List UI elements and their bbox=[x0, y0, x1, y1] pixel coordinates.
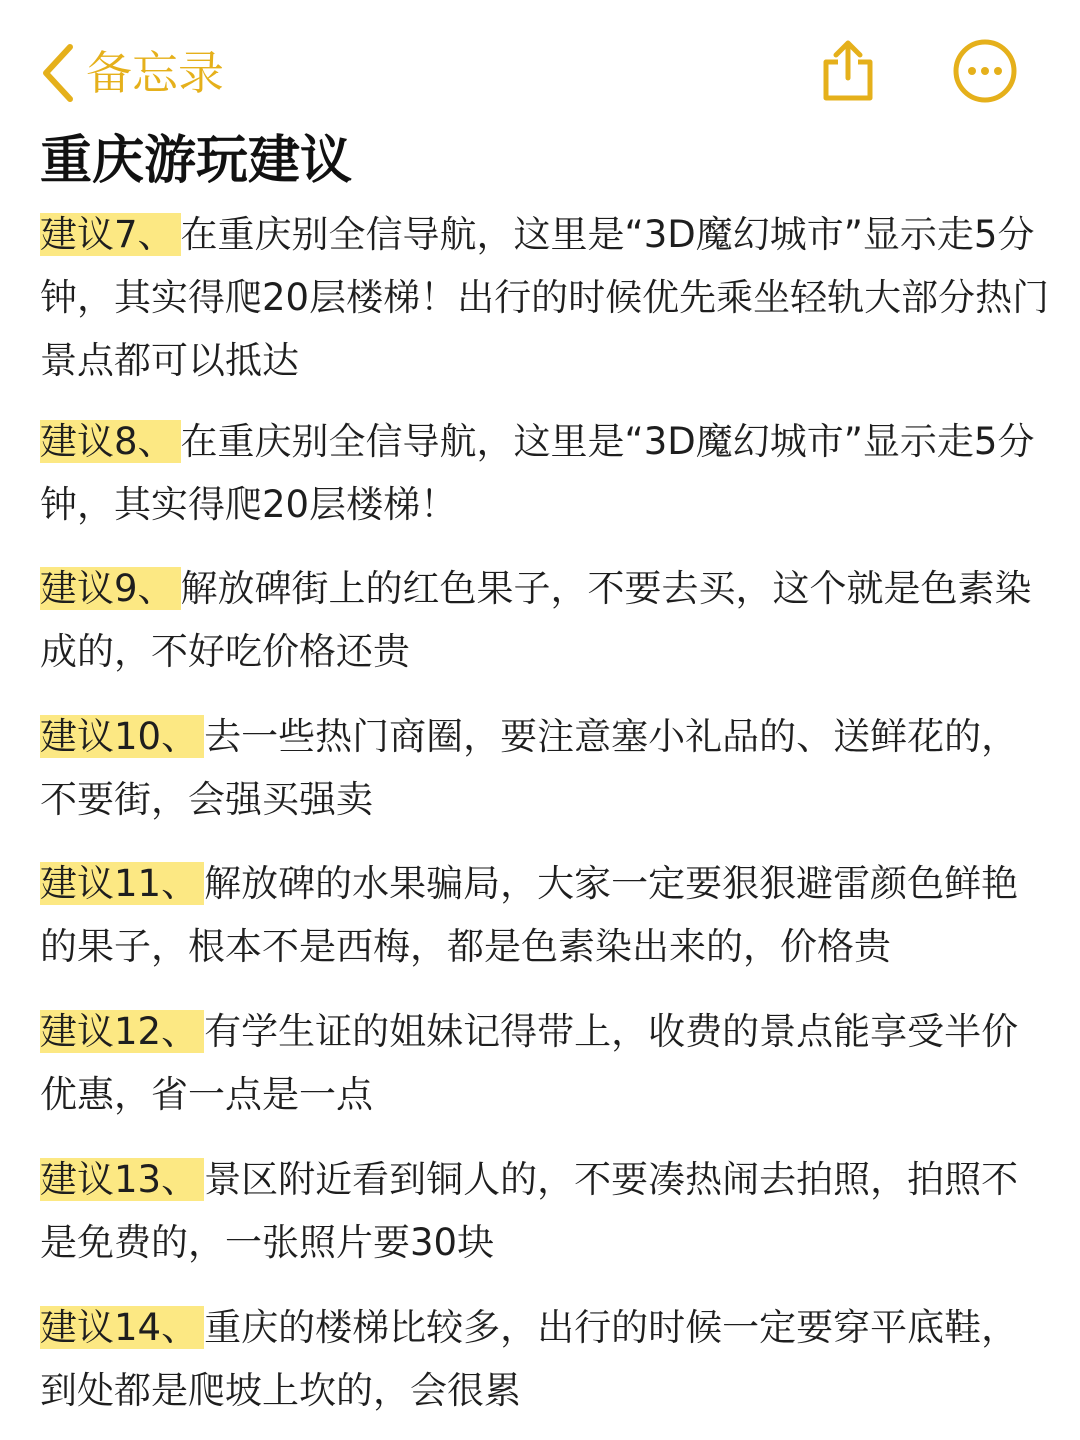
tip-label: 建议9、 bbox=[40, 567, 181, 610]
tip-item bbox=[40, 410, 1050, 536]
tip-label: 建议13、 bbox=[40, 1158, 204, 1201]
tip-item bbox=[40, 1000, 1050, 1126]
tip-text: 在重庆别全信导航，这里是“3D魔幻城市”显示走5分钟，其实得爬20层楼梯！ bbox=[40, 420, 1035, 526]
back-button[interactable] bbox=[40, 38, 224, 108]
tip-text: 景区附近看到铜人的，不要凑热闹去拍照，拍照不是免费的，一张照片要30块 bbox=[40, 1158, 1019, 1264]
tip-text: 有学生证的姐妹记得带上，收费的景点能享受半价优惠，省一点是一点 bbox=[40, 1010, 1019, 1116]
tip-label: 建议11、 bbox=[40, 862, 204, 905]
tip-item bbox=[40, 203, 1050, 392]
tip-label: 建议8、 bbox=[40, 420, 181, 463]
tip-label: 建议12、 bbox=[40, 1010, 204, 1053]
navigation-bar bbox=[0, 0, 1080, 130]
tip-item bbox=[40, 1148, 1050, 1274]
back-button-label: 备忘录 bbox=[86, 46, 224, 100]
tip-label: 建议14、 bbox=[40, 1306, 204, 1349]
tip-item bbox=[40, 1296, 1050, 1422]
note-title: 重庆游玩建议 bbox=[40, 131, 353, 191]
tip-text: 重庆的楼梯比较多，出行的时候一定要穿平底鞋，到处都是爬坡上坎的，会很累 bbox=[40, 1306, 1019, 1412]
ellipsis-circle-icon bbox=[952, 38, 1018, 104]
tip-text: 解放碑街上的红色果子，不要去买，这个就是色素染成的，不好吃价格还贵 bbox=[40, 567, 1032, 673]
tip-text: 去一些热门商圈，要注意塞小礼品的、送鲜花的，不要街，会强买强卖 bbox=[40, 715, 1019, 821]
share-icon bbox=[816, 38, 880, 104]
share-button[interactable] bbox=[816, 38, 880, 104]
tip-item bbox=[40, 852, 1050, 978]
tip-label: 建议10、 bbox=[40, 715, 204, 758]
tip-label: 建议7、 bbox=[40, 213, 181, 256]
more-button[interactable] bbox=[952, 38, 1018, 104]
chevron-left-icon bbox=[40, 43, 76, 103]
tip-item bbox=[40, 705, 1050, 831]
tip-text: 在重庆别全信导航，这里是“3D魔幻城市”显示走5分钟，其实得爬20层楼梯！出行的时候优先乘坐轻轨大部分热门景点都可以抵达 bbox=[40, 213, 1050, 382]
tip-item bbox=[40, 557, 1050, 683]
tip-text: 解放碑的水果骗局，大家一定要狠狠避雷颜色鲜艳的果子，根本不是西梅，都是色素染出来的，价格贵 bbox=[40, 862, 1019, 968]
